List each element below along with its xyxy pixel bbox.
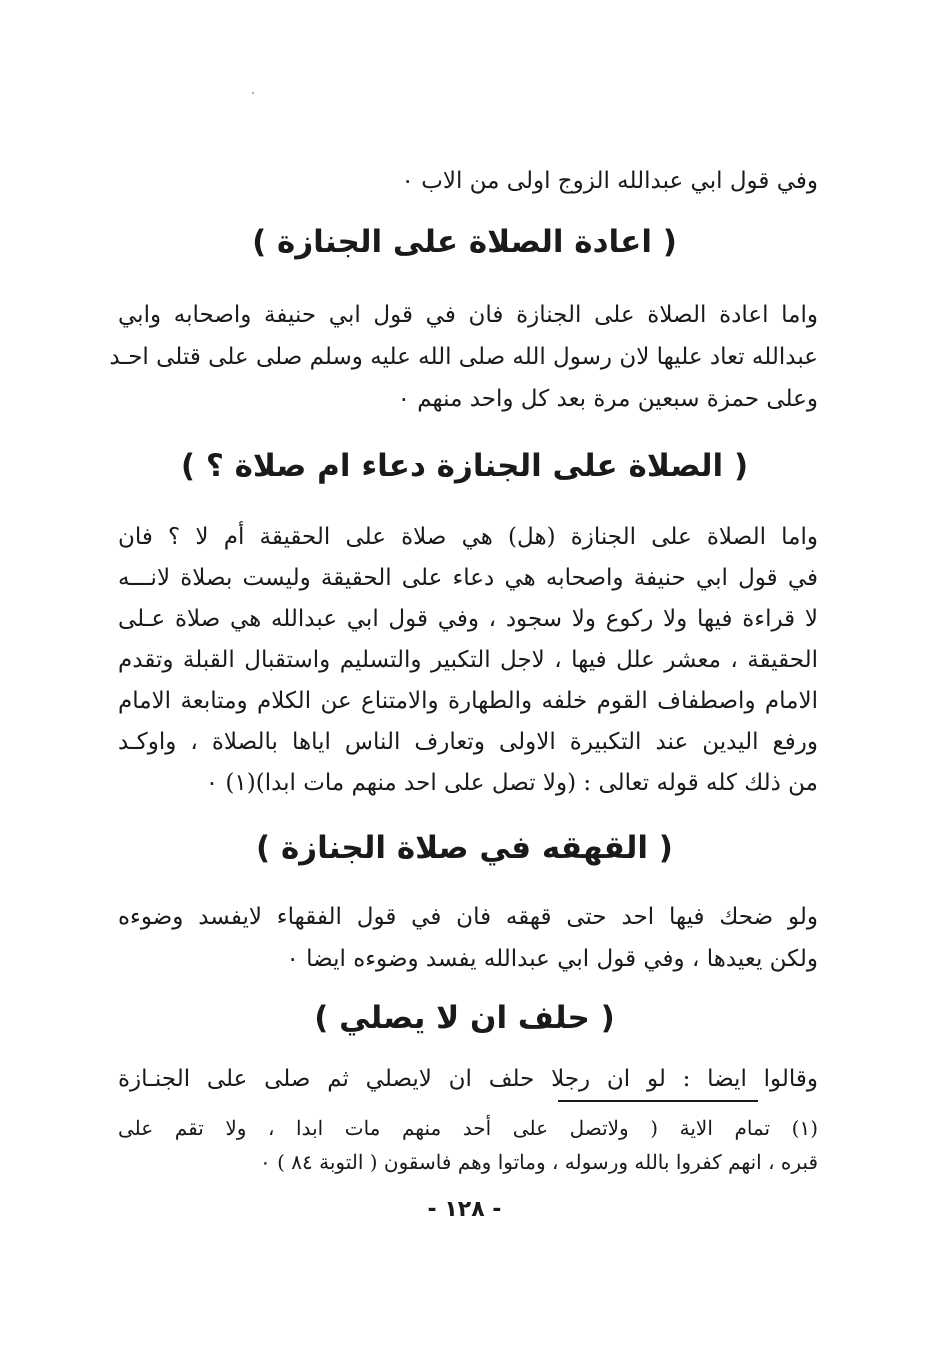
- footnote-separator: [558, 1100, 758, 1102]
- body-line: الامام واصطفاف القوم خلفه والطهارة والامتناع عن الكلام ومتابعة الامام: [118, 688, 818, 714]
- section-heading-repeat-funeral-prayer: ( اعادة الصلاة على الجنازة ): [252, 224, 677, 260]
- body-line: من ذلك كله قوله تعالى : (ولا تصل على احد منهم مات ابدا)(١) ٠: [205, 770, 818, 796]
- body-line: عبدالله تعاد عليها لان رسول الله صلى الله عليه وسلم صلى على قتلى احـد: [109, 344, 818, 370]
- intro-line: وفي قول ابي عبدالله الزوج اولى من الاب ٠: [401, 168, 818, 194]
- body-line: ولو ضحك فيها احد حتى قهقه فان في قول الفقهاء لايفسد وضوءه: [118, 904, 818, 930]
- body-line: واما اعادة الصلاة على الجنازة فان في قول ابي حنيفة واصحابه وابي: [118, 302, 818, 328]
- body-line: وقالوا ايضا : لو ان رجلا حلف ان لايصلي ثم صلى على الجنـازة: [118, 1066, 818, 1092]
- body-line: واما الصلاة على الجنازة (هل) هي صلاة على الحقيقة أم لا ؟ فان: [118, 524, 818, 550]
- body-line: ولكن يعيدها ، وفي قول ابي عبدالله يفسد وضوءه ايضا ٠: [286, 946, 818, 972]
- footnote-line: (١) تمام الاية ( ولاتصل على أحد منهم مات ابدا ، ولا تقم على: [118, 1116, 818, 1140]
- body-line: في قول ابي حنيفة واصحابه هي دعاء على الحقيقة وليست بصلاة لانـــه: [118, 565, 818, 591]
- section-heading-oath-not-to-pray: ( حلف ان لا يصلي ): [314, 1000, 615, 1036]
- body-line: ورفع اليدين عند التكبيرة الاولى وتعارف الناس اياها بالصلاة ، واوكـد: [118, 729, 818, 755]
- section-heading-prayer-or-supplication: ( الصلاة على الجنازة دعاء ام صلاة ؟ ): [180, 448, 749, 484]
- section-heading-laughter-in-prayer: ( القهقه في صلاة الجنازة ): [256, 830, 673, 866]
- body-line: لا قراءة فيها ولا ركوع ولا سجود ، وفي قول ابي عبدالله هي صلاة عـلى: [118, 606, 818, 632]
- body-line: وعلى حمزة سبعين مرة بعد كل واحد منهم ٠: [397, 386, 818, 412]
- speck-mark: [252, 92, 254, 94]
- body-line: الحقيقة ، معشر علل فيها ، لاجل التكبير والتسليم واستقبال القبلة وتقدم: [118, 647, 818, 673]
- page-number: - ١٢٨ -: [427, 1197, 502, 1222]
- footnote-line: قبره ، انهم كفروا بالله ورسوله ، وماتوا وهم فاسقون ( التوبة ٨٤ ) ٠: [259, 1150, 818, 1174]
